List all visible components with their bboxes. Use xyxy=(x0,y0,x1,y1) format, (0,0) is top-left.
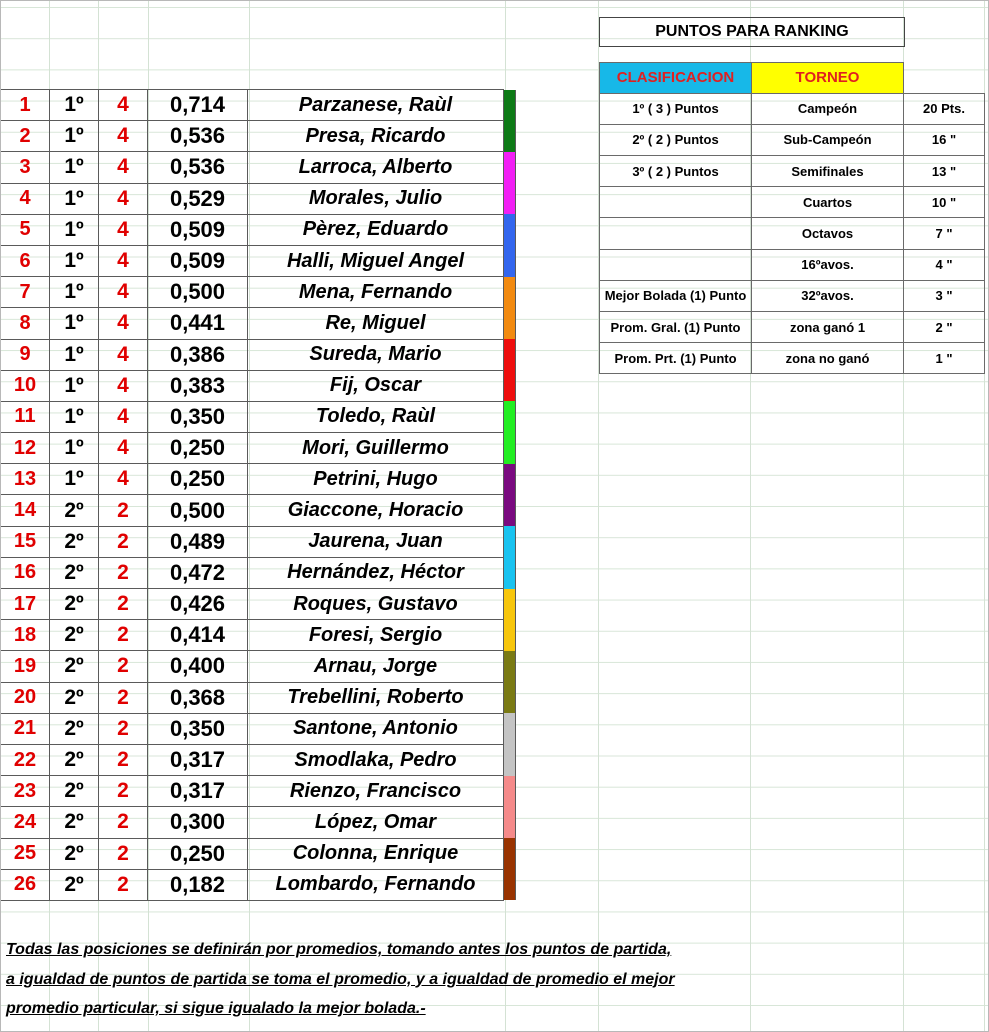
start-points-cell[interactable]: 2 xyxy=(99,744,148,775)
start-points-cell[interactable]: 2 xyxy=(99,589,148,620)
pair-color-swatch[interactable] xyxy=(504,526,516,557)
start-points-cell[interactable]: 2 xyxy=(99,807,148,838)
pair-color-swatch[interactable] xyxy=(504,370,516,401)
average-cell[interactable]: 0,509 xyxy=(148,214,248,245)
position-cell[interactable]: 10 xyxy=(1,370,50,401)
start-points-cell[interactable]: 4 xyxy=(99,464,148,495)
place-cell[interactable]: 2º xyxy=(50,682,99,713)
position-cell[interactable]: 17 xyxy=(1,589,50,620)
pair-color-swatch[interactable] xyxy=(504,214,516,245)
position-cell[interactable]: 22 xyxy=(1,744,50,775)
ranking-row xyxy=(1,744,516,775)
start-points-cell[interactable]: 4 xyxy=(99,308,148,339)
place-cell[interactable]: 1º xyxy=(50,401,99,432)
pair-color-swatch[interactable] xyxy=(504,620,516,651)
player-name-cell[interactable]: Lombardo, Fernando xyxy=(248,869,504,900)
pair-color-swatch[interactable] xyxy=(504,589,516,620)
player-name-cell[interactable]: Pèrez, Eduardo xyxy=(248,214,504,245)
place-cell[interactable]: 1º xyxy=(50,214,99,245)
average-cell[interactable]: 0,368 xyxy=(148,682,248,713)
average-cell[interactable]: 0,250 xyxy=(148,464,248,495)
pair-color-swatch[interactable] xyxy=(504,433,516,464)
place-cell[interactable]: 1º xyxy=(50,433,99,464)
player-name-cell[interactable]: Foresi, Sergio xyxy=(248,620,504,651)
points-row xyxy=(600,343,985,374)
player-name-cell[interactable]: López, Omar xyxy=(248,807,504,838)
average-cell[interactable]: 0,250 xyxy=(148,433,248,464)
ranking-row xyxy=(1,464,516,495)
ranking-table xyxy=(0,89,516,901)
ranking-row xyxy=(1,682,516,713)
pair-color-swatch[interactable] xyxy=(504,277,516,308)
player-name-cell[interactable]: Giaccone, Horacio xyxy=(248,495,504,526)
start-points-cell[interactable]: 4 xyxy=(99,339,148,370)
pair-color-swatch[interactable] xyxy=(504,308,516,339)
place-cell[interactable]: 2º xyxy=(50,495,99,526)
position-cell[interactable]: 21 xyxy=(1,713,50,744)
position-cell[interactable]: 2 xyxy=(1,121,50,152)
torneo-cell[interactable]: Sub-Campeón xyxy=(752,124,904,155)
average-cell[interactable]: 0,441 xyxy=(148,308,248,339)
place-cell[interactable]: 2º xyxy=(50,589,99,620)
clasificacion-cell[interactable]: 1º ( 3 ) Puntos xyxy=(600,93,752,124)
average-cell[interactable]: 0,529 xyxy=(148,183,248,214)
points-row xyxy=(600,218,985,249)
position-cell[interactable]: 24 xyxy=(1,807,50,838)
ranking-row xyxy=(1,526,516,557)
player-name-cell[interactable]: Hernández, Héctor xyxy=(248,557,504,588)
player-name-cell[interactable]: Mena, Fernando xyxy=(248,277,504,308)
average-cell[interactable]: 0,536 xyxy=(148,152,248,183)
start-points-cell[interactable]: 2 xyxy=(99,776,148,807)
place-cell[interactable]: 1º xyxy=(50,370,99,401)
average-cell[interactable]: 0,500 xyxy=(148,277,248,308)
average-cell[interactable]: 0,426 xyxy=(148,589,248,620)
points-value-cell[interactable]: 1 " xyxy=(904,343,985,374)
start-points-cell[interactable]: 4 xyxy=(99,277,148,308)
clasificacion-cell[interactable] xyxy=(600,187,752,218)
place-cell[interactable]: 2º xyxy=(50,713,99,744)
points-value-cell[interactable]: 4 " xyxy=(904,249,985,280)
start-points-cell[interactable]: 2 xyxy=(99,557,148,588)
player-name-cell[interactable]: Presa, Ricardo xyxy=(248,121,504,152)
pair-color-swatch[interactable] xyxy=(504,152,516,183)
place-cell[interactable]: 2º xyxy=(50,744,99,775)
ranking-row xyxy=(1,651,516,682)
ranking-row xyxy=(1,557,516,588)
average-cell[interactable]: 0,714 xyxy=(148,90,248,121)
start-points-cell[interactable]: 4 xyxy=(99,214,148,245)
place-cell[interactable]: 2º xyxy=(50,526,99,557)
player-name-cell[interactable]: Sureda, Mario xyxy=(248,339,504,370)
average-cell[interactable]: 0,489 xyxy=(148,526,248,557)
average-cell[interactable]: 0,414 xyxy=(148,620,248,651)
start-points-cell[interactable]: 2 xyxy=(99,495,148,526)
position-cell[interactable]: 5 xyxy=(1,214,50,245)
player-name-cell[interactable]: Larroca, Alberto xyxy=(248,152,504,183)
place-cell[interactable]: 2º xyxy=(50,869,99,900)
clasificacion-cell[interactable]: 2º ( 2 ) Puntos xyxy=(600,124,752,155)
points-row xyxy=(600,312,985,343)
points-value-cell[interactable]: 2 " xyxy=(904,312,985,343)
start-points-cell[interactable]: 2 xyxy=(99,713,148,744)
start-points-cell[interactable]: 4 xyxy=(99,90,148,121)
clasificacion-cell[interactable] xyxy=(600,249,752,280)
position-cell[interactable]: 16 xyxy=(1,557,50,588)
pair-color-swatch[interactable] xyxy=(504,838,516,869)
average-cell[interactable]: 0,500 xyxy=(148,495,248,526)
position-cell[interactable]: 20 xyxy=(1,682,50,713)
points-value-cell[interactable]: 10 " xyxy=(904,187,985,218)
average-cell[interactable]: 0,536 xyxy=(148,121,248,152)
place-cell[interactable]: 1º xyxy=(50,121,99,152)
position-cell[interactable]: 3 xyxy=(1,152,50,183)
position-cell[interactable]: 13 xyxy=(1,464,50,495)
average-cell[interactable]: 0,509 xyxy=(148,245,248,276)
player-name-cell[interactable]: Trebellini, Roberto xyxy=(248,682,504,713)
position-cell[interactable]: 15 xyxy=(1,526,50,557)
pair-color-swatch[interactable] xyxy=(504,682,516,713)
start-points-cell[interactable]: 2 xyxy=(99,869,148,900)
points-row xyxy=(600,280,985,311)
player-name-cell[interactable]: Re, Miguel xyxy=(248,308,504,339)
ranking-row xyxy=(1,183,516,214)
position-cell[interactable]: 18 xyxy=(1,620,50,651)
place-cell[interactable]: 2º xyxy=(50,807,99,838)
place-cell[interactable]: 2º xyxy=(50,838,99,869)
ranking-row xyxy=(1,401,516,432)
player-name-cell[interactable]: Fij, Oscar xyxy=(248,370,504,401)
place-cell[interactable]: 1º xyxy=(50,90,99,121)
position-cell[interactable]: 12 xyxy=(1,433,50,464)
clasificacion-cell[interactable]: Prom. Prt. (1) Punto xyxy=(600,343,752,374)
ranking-row xyxy=(1,776,516,807)
start-points-cell[interactable]: 4 xyxy=(99,401,148,432)
torneo-cell[interactable]: 32ºavos. xyxy=(752,280,904,311)
header-torneo[interactable]: TORNEO xyxy=(752,63,904,94)
pair-color-swatch[interactable] xyxy=(504,713,516,744)
position-cell[interactable]: 7 xyxy=(1,277,50,308)
points-value-cell[interactable]: 20 Pts. xyxy=(904,93,985,124)
torneo-cell[interactable]: zona no ganó xyxy=(752,343,904,374)
ranking-row xyxy=(1,339,516,370)
points-row xyxy=(600,156,985,187)
place-cell[interactable]: 2º xyxy=(50,620,99,651)
ranking-row xyxy=(1,807,516,838)
place-cell[interactable]: 1º xyxy=(50,152,99,183)
rules-note-line[interactable]: a igualdad de puntos de partida se toma el promedio, y a igualdad de promedio el mejor xyxy=(6,970,675,988)
average-cell[interactable]: 0,300 xyxy=(148,807,248,838)
start-points-cell[interactable]: 4 xyxy=(99,152,148,183)
player-name-cell[interactable]: Arnau, Jorge xyxy=(248,651,504,682)
pair-color-swatch[interactable] xyxy=(504,183,516,214)
ranking-row xyxy=(1,589,516,620)
ranking-row xyxy=(1,277,516,308)
position-cell[interactable]: 14 xyxy=(1,495,50,526)
clasificacion-cell[interactable]: 3º ( 2 ) Puntos xyxy=(600,156,752,187)
ranking-row xyxy=(1,838,516,869)
ranking-row xyxy=(1,620,516,651)
ranking-row xyxy=(1,308,516,339)
rules-note-line[interactable]: promedio particular, si sigue igualado la mejor bolada.- xyxy=(6,1000,426,1017)
points-title[interactable]: PUNTOS PARA RANKING xyxy=(599,17,905,47)
position-cell[interactable]: 9 xyxy=(1,339,50,370)
points-value-cell[interactable]: 3 " xyxy=(904,280,985,311)
position-cell[interactable]: 8 xyxy=(1,308,50,339)
average-cell[interactable]: 0,383 xyxy=(148,370,248,401)
points-row xyxy=(600,249,985,280)
rules-note xyxy=(6,935,766,1024)
position-cell[interactable]: 11 xyxy=(1,401,50,432)
ranking-row xyxy=(1,370,516,401)
place-cell[interactable]: 1º xyxy=(50,277,99,308)
pair-color-swatch[interactable] xyxy=(504,869,516,900)
pair-color-swatch[interactable] xyxy=(504,776,516,807)
position-cell[interactable]: 1 xyxy=(1,90,50,121)
place-cell[interactable]: 1º xyxy=(50,183,99,214)
rules-note-line[interactable]: Todas las posiciones se definirán por promedios, tomando antes los puntos de partida, xyxy=(6,941,672,958)
points-row xyxy=(600,187,985,218)
player-name-cell[interactable]: Morales, Julio xyxy=(248,183,504,214)
start-points-cell[interactable]: 4 xyxy=(99,370,148,401)
clasificacion-cell[interactable]: Mejor Bolada (1) Punto xyxy=(600,280,752,311)
ranking-row xyxy=(1,869,516,900)
place-cell[interactable]: 2º xyxy=(50,651,99,682)
ranking-row xyxy=(1,121,516,152)
position-cell[interactable]: 19 xyxy=(1,651,50,682)
start-points-cell[interactable]: 4 xyxy=(99,245,148,276)
position-cell[interactable]: 6 xyxy=(1,245,50,276)
position-cell[interactable]: 23 xyxy=(1,776,50,807)
pair-color-swatch[interactable] xyxy=(504,807,516,838)
points-value-cell[interactable]: 7 " xyxy=(904,218,985,249)
ranking-row xyxy=(1,495,516,526)
points-value-cell[interactable]: 13 " xyxy=(904,156,985,187)
points-value-cell[interactable]: 16 " xyxy=(904,124,985,155)
pair-color-swatch[interactable] xyxy=(504,744,516,775)
player-name-cell[interactable]: Mori, Guillermo xyxy=(248,433,504,464)
pair-color-swatch[interactable] xyxy=(504,651,516,682)
points-table xyxy=(599,62,985,374)
pair-color-swatch[interactable] xyxy=(504,557,516,588)
start-points-cell[interactable]: 2 xyxy=(99,838,148,869)
player-name-cell[interactable]: Halli, Miguel Angel xyxy=(248,245,504,276)
clasificacion-cell[interactable]: Prom. Gral. (1) Punto xyxy=(600,312,752,343)
player-name-cell[interactable]: Parzanese, Raùl xyxy=(248,90,504,121)
torneo-cell[interactable]: zona ganó 1 xyxy=(752,312,904,343)
average-cell[interactable]: 0,386 xyxy=(148,339,248,370)
pair-color-swatch[interactable] xyxy=(504,121,516,152)
place-cell[interactable]: 1º xyxy=(50,308,99,339)
ranking-row xyxy=(1,245,516,276)
pair-color-swatch[interactable] xyxy=(504,401,516,432)
start-points-cell[interactable]: 4 xyxy=(99,433,148,464)
torneo-cell[interactable]: Octavos xyxy=(752,218,904,249)
player-name-cell[interactable]: Roques, Gustavo xyxy=(248,589,504,620)
player-name-cell[interactable]: Rienzo, Francisco xyxy=(248,776,504,807)
average-cell[interactable]: 0,350 xyxy=(148,713,248,744)
start-points-cell[interactable]: 4 xyxy=(99,183,148,214)
torneo-cell[interactable]: 16ºavos. xyxy=(752,249,904,280)
average-cell[interactable]: 0,350 xyxy=(148,401,248,432)
place-cell[interactable]: 1º xyxy=(50,245,99,276)
start-points-cell[interactable]: 2 xyxy=(99,620,148,651)
ranking-row xyxy=(1,713,516,744)
points-row xyxy=(600,124,985,155)
player-name-cell[interactable]: Smodlaka, Pedro xyxy=(248,744,504,775)
ranking-row xyxy=(1,433,516,464)
position-cell[interactable]: 4 xyxy=(1,183,50,214)
ranking-row xyxy=(1,90,516,121)
average-cell[interactable]: 0,400 xyxy=(148,651,248,682)
pair-color-swatch[interactable] xyxy=(504,245,516,276)
player-name-cell[interactable]: Santone, Antonio xyxy=(248,713,504,744)
average-cell[interactable]: 0,182 xyxy=(148,869,248,900)
average-cell[interactable]: 0,317 xyxy=(148,776,248,807)
start-points-cell[interactable]: 2 xyxy=(99,526,148,557)
average-cell[interactable]: 0,250 xyxy=(148,838,248,869)
player-name-cell[interactable]: Jaurena, Juan xyxy=(248,526,504,557)
torneo-cell[interactable]: Cuartos xyxy=(752,187,904,218)
pair-color-swatch[interactable] xyxy=(504,464,516,495)
pair-color-swatch[interactable] xyxy=(504,339,516,370)
ranking-row xyxy=(1,152,516,183)
torneo-cell[interactable]: Campeón xyxy=(752,93,904,124)
torneo-cell[interactable]: Semifinales xyxy=(752,156,904,187)
place-cell[interactable]: 2º xyxy=(50,776,99,807)
player-name-cell[interactable]: Petrini, Hugo xyxy=(248,464,504,495)
clasificacion-cell[interactable] xyxy=(600,218,752,249)
position-cell[interactable]: 25 xyxy=(1,838,50,869)
ranking-row xyxy=(1,214,516,245)
player-name-cell[interactable]: Colonna, Enrique xyxy=(248,838,504,869)
place-cell[interactable]: 1º xyxy=(50,339,99,370)
start-points-cell[interactable]: 2 xyxy=(99,651,148,682)
header-empty-cell[interactable] xyxy=(904,63,985,94)
start-points-cell[interactable]: 2 xyxy=(99,682,148,713)
average-cell[interactable]: 0,472 xyxy=(148,557,248,588)
place-cell[interactable]: 1º xyxy=(50,464,99,495)
player-name-cell[interactable]: Toledo, Raùl xyxy=(248,401,504,432)
pair-color-swatch[interactable] xyxy=(504,90,516,121)
average-cell[interactable]: 0,317 xyxy=(148,744,248,775)
pair-color-swatch[interactable] xyxy=(504,495,516,526)
header-clasificacion[interactable]: CLASIFICACION xyxy=(600,63,752,94)
points-row xyxy=(600,93,985,124)
start-points-cell[interactable]: 4 xyxy=(99,121,148,152)
place-cell[interactable]: 2º xyxy=(50,557,99,588)
position-cell[interactable]: 26 xyxy=(1,869,50,900)
